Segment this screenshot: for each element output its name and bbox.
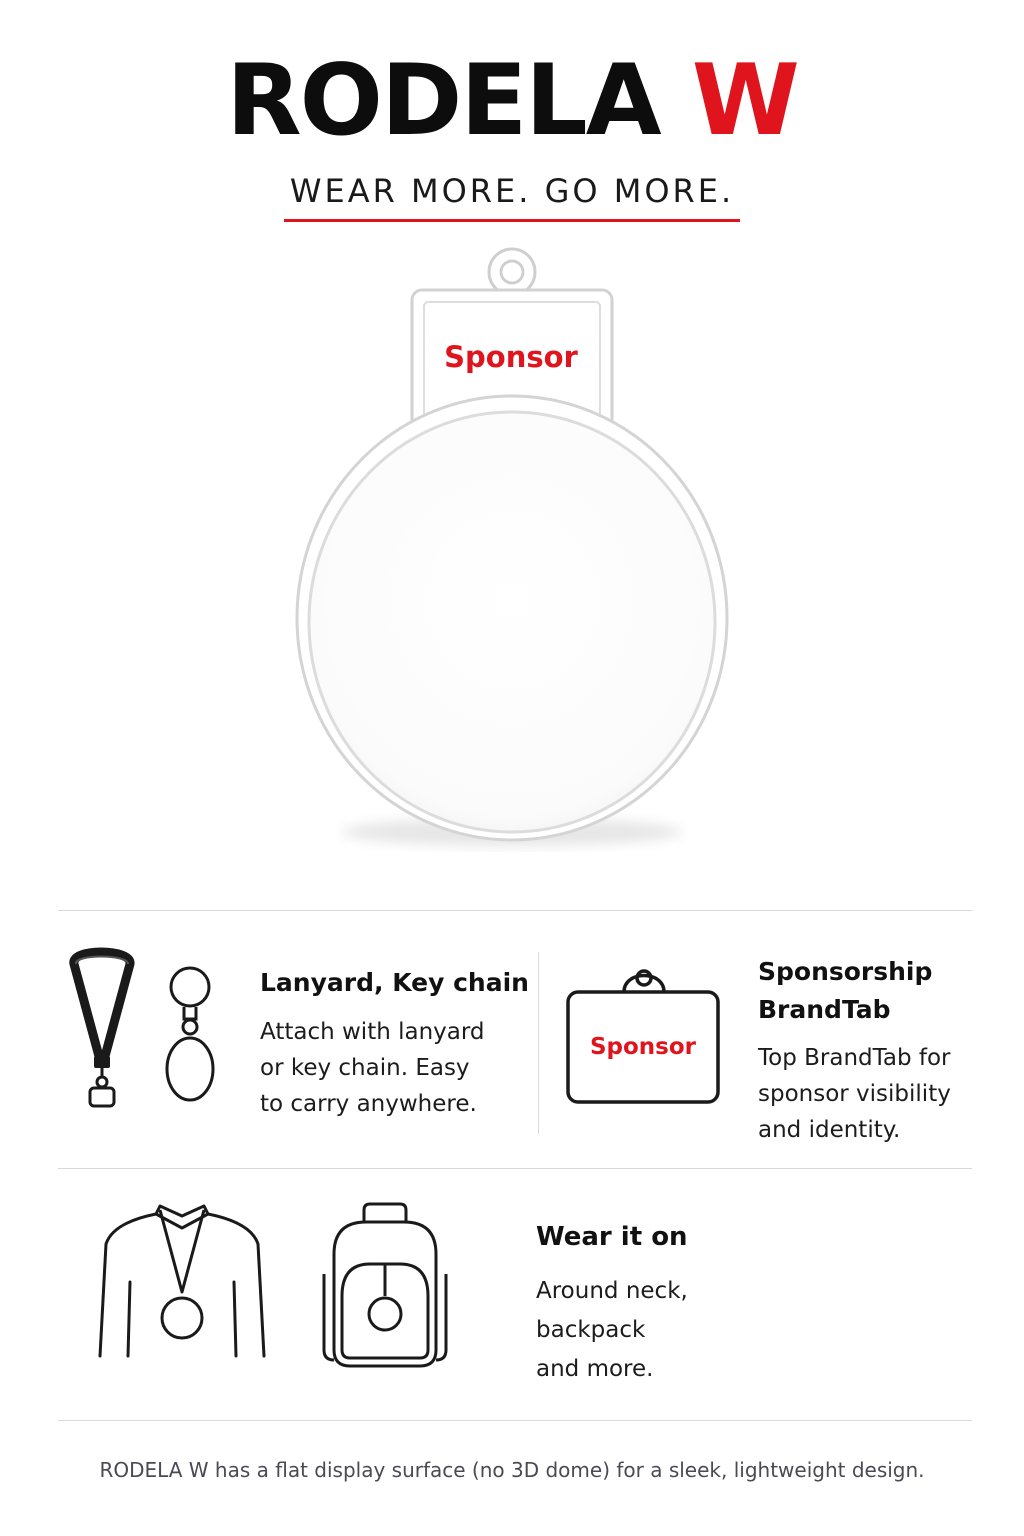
feature-brandtab-body	[758, 1040, 951, 1148]
badge-product-image	[280, 240, 740, 860]
hero-sponsor-label: Sponsor	[444, 340, 578, 374]
tagline-underline	[284, 219, 740, 222]
feature-attach-line: or key chain. Easy	[260, 1055, 470, 1081]
brand-title-accent: W	[691, 44, 798, 158]
brandtab-icon	[564, 952, 724, 1106]
feature-wear-line: Around neck,	[536, 1278, 688, 1304]
feature-column-divider	[538, 952, 539, 1134]
feature-brandtab-title-line: BrandTab	[758, 995, 891, 1024]
section-divider-top	[58, 910, 972, 911]
feature-brandtab-line: sponsor visibility	[758, 1081, 951, 1107]
section-divider-middle	[58, 1168, 972, 1169]
feature-brandtab-line: Top BrandTab for	[758, 1045, 951, 1071]
brandtab-sponsor-label: Sponsor	[589, 1034, 697, 1060]
feature-brandtab-line: and identity.	[758, 1117, 901, 1143]
brand-title	[0, 44, 1024, 158]
feature-wear-line: and more.	[536, 1356, 654, 1382]
jacket-icon	[96, 1200, 268, 1360]
feature-attach-line: Attach with lanyard	[260, 1019, 485, 1045]
backpack-icon	[320, 1200, 450, 1368]
feature-brandtab-title-line: Sponsorship	[758, 957, 933, 986]
feature-wear-line: backpack	[536, 1317, 646, 1343]
section-divider-bottom	[58, 1420, 972, 1421]
keychain-icon	[160, 965, 220, 1105]
lanyard-icon	[62, 942, 142, 1110]
feature-wear-title: Wear it on	[536, 1222, 688, 1252]
feature-attach-body	[260, 1014, 485, 1122]
feature-brandtab-title	[758, 953, 932, 1029]
feature-attach-title: Lanyard, Key chain	[260, 968, 529, 997]
brand-title-main: RODELA	[226, 44, 660, 158]
footer-note: RODELA W has a flat display surface (no 3D dome) for a sleek, lightweight design.	[99, 1458, 925, 1482]
tagline: WEAR MORE. GO MORE.	[289, 172, 735, 210]
feature-attach-line: to carry anywhere.	[260, 1091, 477, 1117]
feature-wear-body	[536, 1272, 688, 1389]
